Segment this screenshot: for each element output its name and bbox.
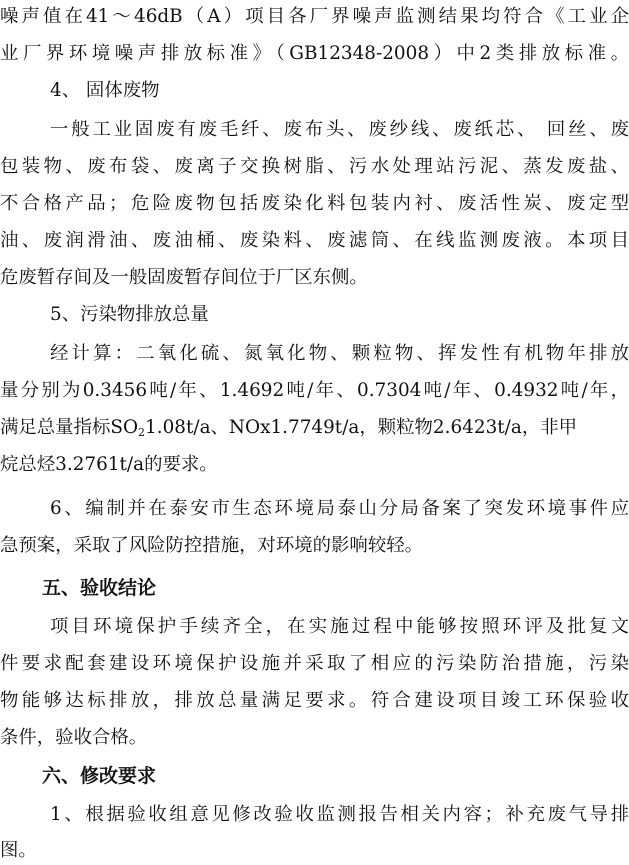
emission-total-line-3-a: 满足总量指标SO	[0, 417, 139, 438]
emission-total-line-3	[0, 415, 629, 441]
item-6-line-2: 急预案，采取了风险防控措施，对环境的影响较轻。	[0, 535, 423, 556]
modification-line-1: 1、根据验收组意见修改验收监测报告相关内容；补充废气导排	[50, 804, 629, 825]
solid-waste-line-2: 包装物、废布袋、废离子交换树脂、污水处理站污泥、蒸发废盐、	[0, 156, 629, 177]
heading-acceptance-conclusion: 五、验收结论	[42, 577, 157, 599]
conclusion-line-3: 物能够达标排放，排放总量满足要求。符合建设项目竣工环保验收	[0, 690, 629, 711]
noise-line-1: 噪声值在41～46dB（A）项目各厂界噪声监测结果均符合《工业企	[0, 6, 629, 27]
section-5-title: 5、污染物排放总量	[50, 304, 209, 325]
solid-waste-line-1: 一般工业固废有废毛纤、废布头、废纱线、废纸芯、 回丝、废	[50, 119, 629, 140]
item-6-line-1: 6、编制并在泰安市生态环境局泰山分局备案了突发环境事件应	[50, 498, 629, 519]
modification-line-2: 图。	[0, 840, 37, 861]
emission-total-line-2: 量分别为0.3456吨/年、1.4692吨/年、0.7304吨/年、0.4932吨/年，	[0, 380, 629, 401]
section-4-title: 4、 固体废物	[50, 80, 160, 101]
emission-total-line-4: 烷总烃3.2761t/a的要求。	[0, 454, 218, 475]
solid-waste-line-3: 不合格产品；危险废物包括废染化料包装内衬、废活性炭、废定型	[0, 193, 629, 214]
conclusion-line-2: 件要求配套建设环境保护设施并采取了相应的污染防治措施，污染	[0, 653, 629, 674]
conclusion-line-1: 项目环境保护手续齐全，在实施过程中能够按照环评及批复文	[50, 616, 629, 637]
emission-total-line-1: 经计算：二氧化硫、氮氧化物、颗粒物、挥发性有机物年排放	[50, 343, 629, 364]
conclusion-line-4: 条件，验收合格。	[0, 727, 148, 748]
emission-total-line-3-b: 1.08t/a、NOx1.7749t/a，颗粒物2.6423t/a，非甲	[145, 417, 577, 438]
solid-waste-line-5: 危废暂存间及一般固废暂存间位于厂区东侧。	[0, 267, 368, 288]
noise-line-2: 业厂界环境噪声排放标准》（GB12348-2008）中2类排放标准。	[0, 43, 629, 64]
heading-modification-requirements: 六、修改要求	[42, 765, 157, 787]
solid-waste-line-4: 油、废润滑油、废油桶、废染料、废滤筒、在线监测废液。本项目	[0, 230, 629, 251]
so2-subscript: 2	[138, 426, 146, 439]
